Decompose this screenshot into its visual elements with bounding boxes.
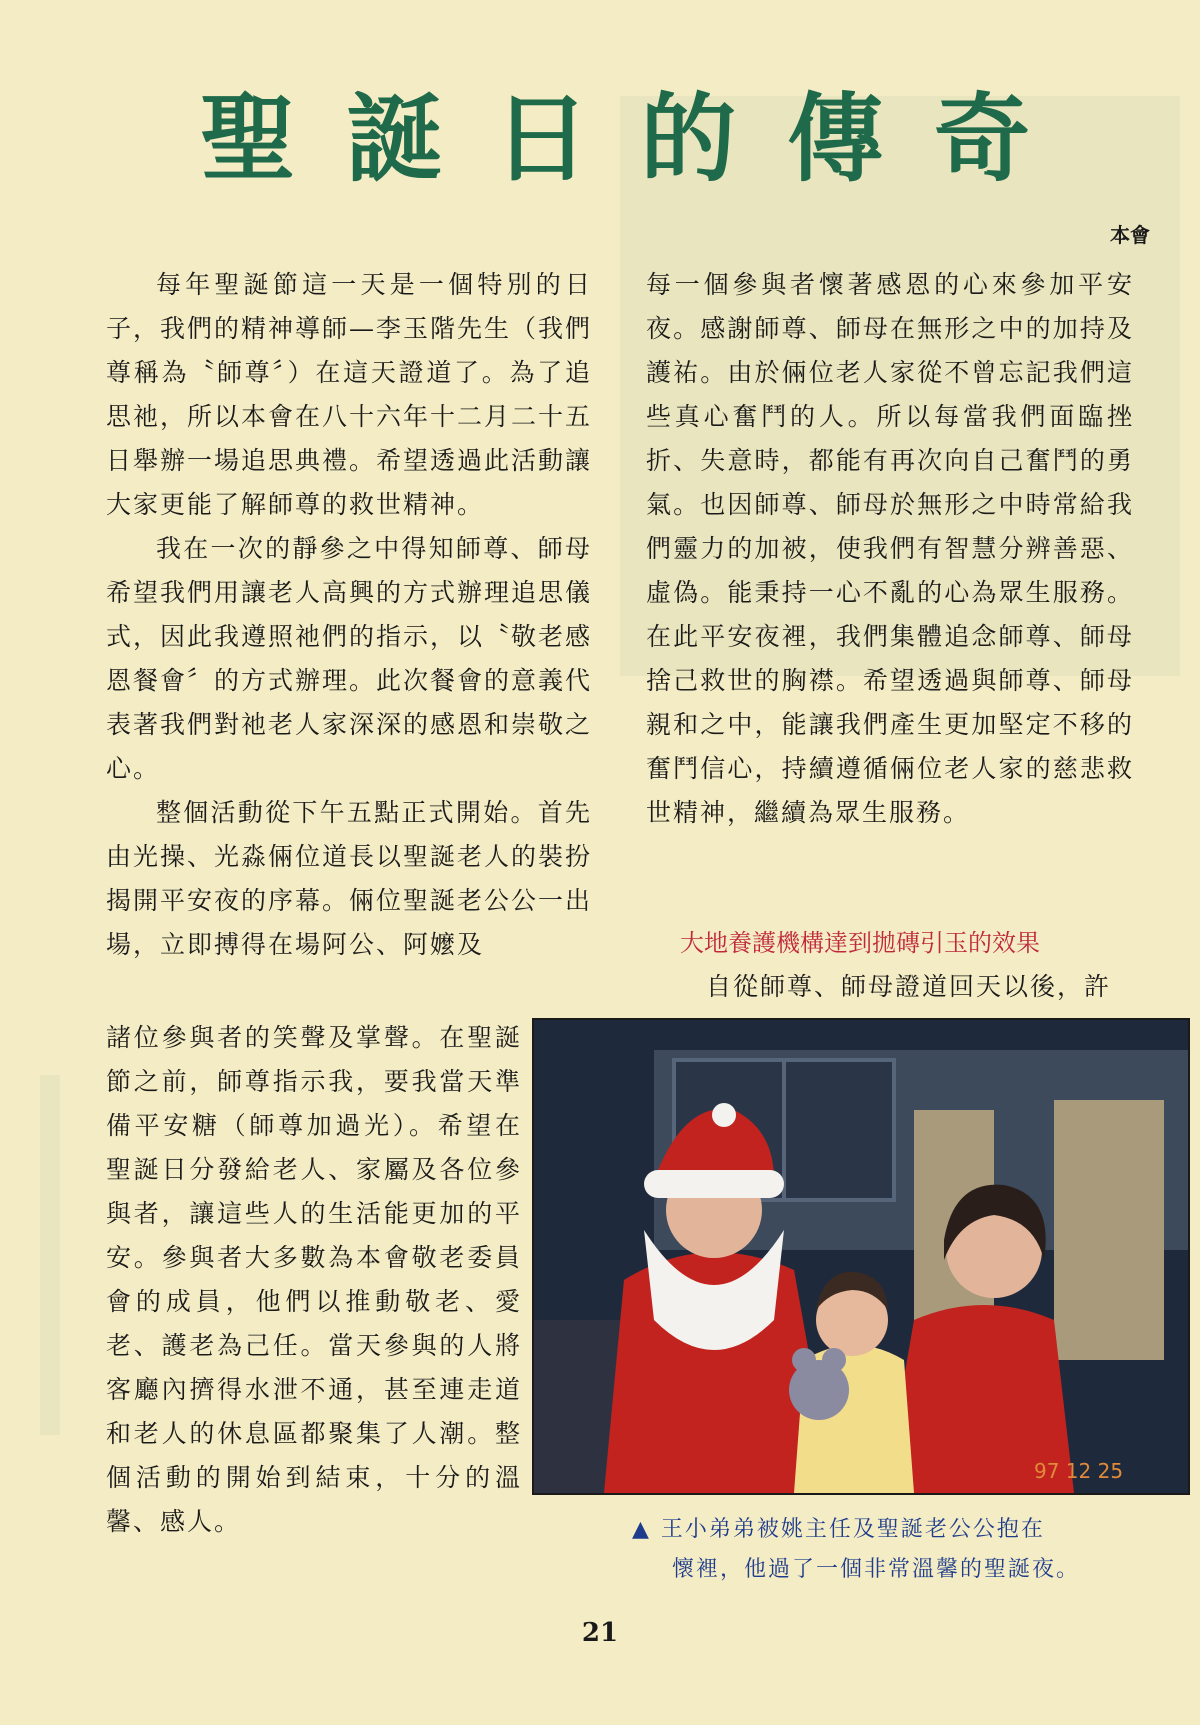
article-title	[200, 84, 1030, 194]
title-char-5: 傳	[787, 83, 884, 195]
bleed-through-shadow	[40, 1075, 60, 1435]
right-column	[646, 263, 1134, 835]
paragraph-2: 我在一次的靜參之中得知師尊、師母希望我們用讓老人高興的方式辦理追思儀式，因此我遵照祂們的指示，以〝敬老感恩餐會〞的方式辦理。此次餐會的意義代表著我們對祂老人家深深的感恩和崇敬之心。	[106, 534, 593, 783]
photo-caption	[632, 1510, 1172, 1590]
title-char-6: 奇	[933, 83, 1030, 195]
christmas-photo	[532, 1018, 1190, 1495]
photo-illustration	[534, 1020, 1188, 1493]
left-column	[106, 263, 592, 967]
paragraph-1: 每年聖誕節這一天是一個特別的日子，我們的精神導師—李玉階先生（我們尊稱為〝師尊〞）在這天證道了。為了追思祂，所以本會在八十六年十二月二十五日舉辦一場追思典禮。希望透過此活動讓大家更能了解師尊的救世精神。	[106, 270, 593, 519]
title-char-1: 聖	[200, 83, 296, 195]
paragraph-3-continuation: 諸位參與者的笑聲及掌聲。在聖誕節之前，師尊指示我，要我當天準備平安糖（師尊加過光）。希望在聖誕日分發給老人、家屬及各位參與者，讓這些人的生活能更加的平安。參與者大多數為本會敬老委員會的成員，他們以推動敬老、愛老、護老為己任。當天參與的人將客廳內擠得水泄不通，甚至連走道和老人的休息區都聚集了人潮。整個活動的開始到結束，十分的溫馨、感人。	[106, 1023, 522, 1536]
title-char-4: 的	[640, 83, 737, 195]
page-number: 21	[581, 1618, 619, 1648]
subsection-start: 自從師尊、師母證道回天以後，許	[706, 972, 1112, 1001]
caption-line-2: 懷裡，他過了一個非常溫馨的聖誕夜。	[672, 1557, 1081, 1582]
caption-text-1: 王小弟弟被姚主任及聖誕老公公抱在	[660, 1517, 1045, 1542]
paragraph-3: 整個活動從下午五點正式開始。首先由光操、光淼倆位道長以聖誕老人的裝扮揭開平安夜的序幕。倆位聖誕老公公一出場，立即搏得在場阿公、阿嬤及	[106, 798, 593, 959]
title-char-2: 誕	[346, 83, 443, 195]
byline: 本會	[1110, 223, 1150, 247]
title-char-3: 日	[493, 83, 590, 195]
caption-line-1	[632, 1510, 1172, 1550]
section-subheading: 大地養護機構達到拋磚引玉的效果	[680, 929, 1040, 957]
subsection-column	[706, 965, 1136, 1009]
triangle-marker-icon: ▲	[632, 1517, 651, 1542]
right-paragraph: 每一個參與者懷著感恩的心來參加平安夜。感謝師尊、師母在無形之中的加持及護祐。由於倆位老人家從不曾忘記我們這些真心奮鬥的人。所以每當我們面臨挫折、失意時，都能有再次向自己奮鬥的勇氣。也因師尊、師母於無形之中時常給我們靈力的加被，使我們有智慧分辨善惡、虛偽。能秉持一心不亂的心為眾生服務。在此平安夜裡，我們集體追念師尊、師母捨己救世的胸襟。希望透過與師尊、師母親和之中，能讓我們產生更加堅定不移的奮鬥信心，持續遵循倆位老人家的慈悲救世精神，繼續為眾生服務。	[646, 270, 1134, 827]
left-column-narrow	[106, 1016, 522, 1544]
photo-date-stamp: 97 12 25	[1034, 1459, 1124, 1483]
